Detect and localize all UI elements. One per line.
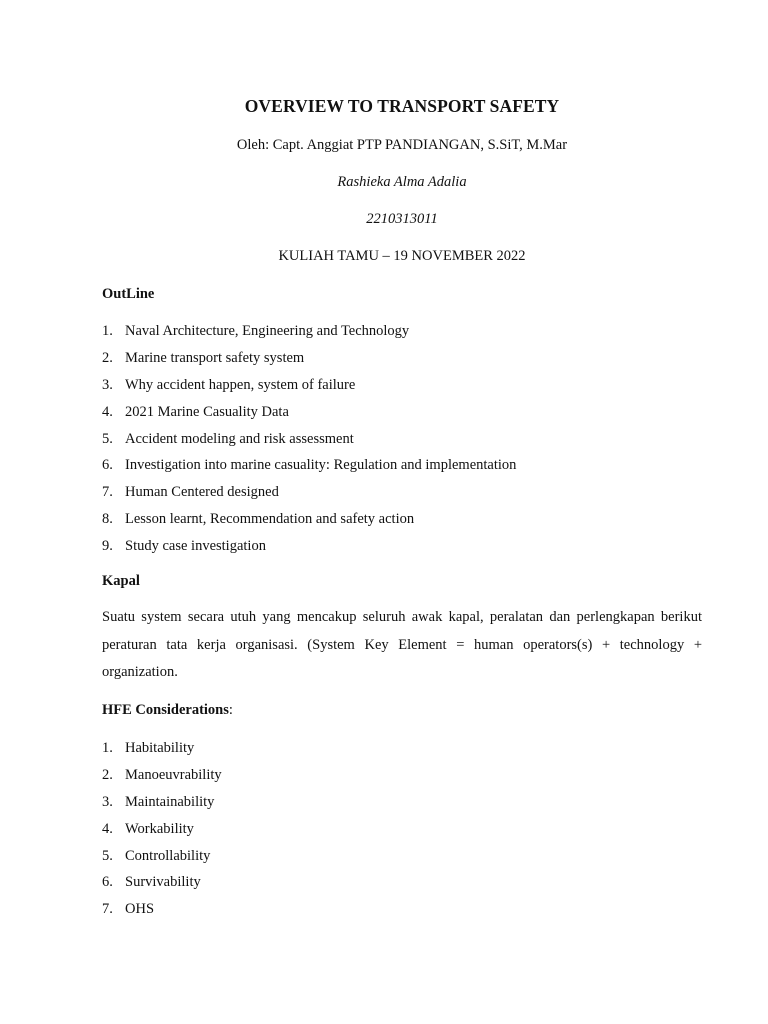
hfe-heading-text: HFE Considerations <box>102 702 229 718</box>
list-text: Lesson learnt, Recommendation and safety action <box>125 511 415 528</box>
list-number: 8. <box>102 511 113 528</box>
kapal-heading: Kapal <box>102 573 140 589</box>
list-number: 1. <box>102 740 113 756</box>
list-text: Workability <box>125 820 194 837</box>
list-text: Habitability <box>125 740 195 756</box>
list-item <box>102 847 222 874</box>
event-line: KULIAH TAMU – 19 NOVEMBER 2022 <box>278 248 526 264</box>
list-number: 2. <box>102 349 113 366</box>
list-number: 4. <box>102 403 113 420</box>
list-text: Controllability <box>125 847 211 864</box>
list-item <box>102 456 516 483</box>
list-text: Survivability <box>125 874 201 891</box>
list-item <box>102 873 222 900</box>
document-title: OVERVIEW TO TRANSPORT SAFETY <box>244 96 560 116</box>
list-number: 6. <box>102 874 113 891</box>
list-item <box>102 793 222 820</box>
author-line: Oleh: Capt. Anggiat PTP PANDIANGAN, S.SiT, M.Mar <box>236 137 568 153</box>
list-item <box>102 739 222 766</box>
list-number: 7. <box>102 484 113 501</box>
list-item <box>102 403 516 430</box>
outline-list <box>102 322 516 564</box>
list-text: Marine transport safety system <box>125 349 305 366</box>
list-text: Investigation into marine casuality: Regulation and implementation <box>125 457 517 474</box>
list-number: 4. <box>102 820 113 837</box>
list-text: Maintainability <box>125 793 215 810</box>
list-number: 3. <box>102 793 113 810</box>
list-item <box>102 766 222 793</box>
student-id: 2210313011 <box>366 211 438 227</box>
list-item <box>102 510 516 537</box>
student-name: Rashieka Alma Adalia <box>337 174 467 190</box>
list-item <box>102 430 516 457</box>
list-text: Manoeuvrability <box>125 766 222 783</box>
list-number: 1. <box>102 323 113 339</box>
list-number: 5. <box>102 847 113 864</box>
list-item <box>102 322 516 349</box>
list-number: 9. <box>102 538 113 555</box>
list-text: Accident modeling and risk assessment <box>125 430 354 447</box>
hfe-heading <box>102 702 233 719</box>
list-item <box>102 820 222 847</box>
list-text: OHS <box>125 901 155 918</box>
list-text: Human Centered designed <box>125 484 279 501</box>
list-text: Study case investigation <box>125 538 266 555</box>
hfe-heading-colon: : <box>228 702 233 718</box>
list-number: 5. <box>102 430 113 447</box>
hfe-list <box>102 739 222 927</box>
list-item <box>102 537 516 564</box>
list-item <box>102 900 222 927</box>
list-number: 3. <box>102 376 113 393</box>
list-number: 7. <box>102 901 113 918</box>
list-text: Why accident happen, system of failure <box>125 376 356 393</box>
list-text: 2021 Marine Casuality Data <box>125 403 289 420</box>
outline-heading: OutLine <box>102 286 155 302</box>
list-text: Naval Architecture, Engineering and Technology <box>125 323 410 339</box>
kapal-paragraph: Suatu system secara utuh yang mencakup seluruh awak kapal, peralatan dan perlengkapan berikut peraturan tata kerja organisasi. (System Key Element = human operators(s) + technology + organization. <box>102 609 702 680</box>
list-item <box>102 349 516 376</box>
list-number: 2. <box>102 766 113 783</box>
list-item <box>102 483 516 510</box>
list-number: 6. <box>102 457 113 474</box>
list-item <box>102 376 516 403</box>
